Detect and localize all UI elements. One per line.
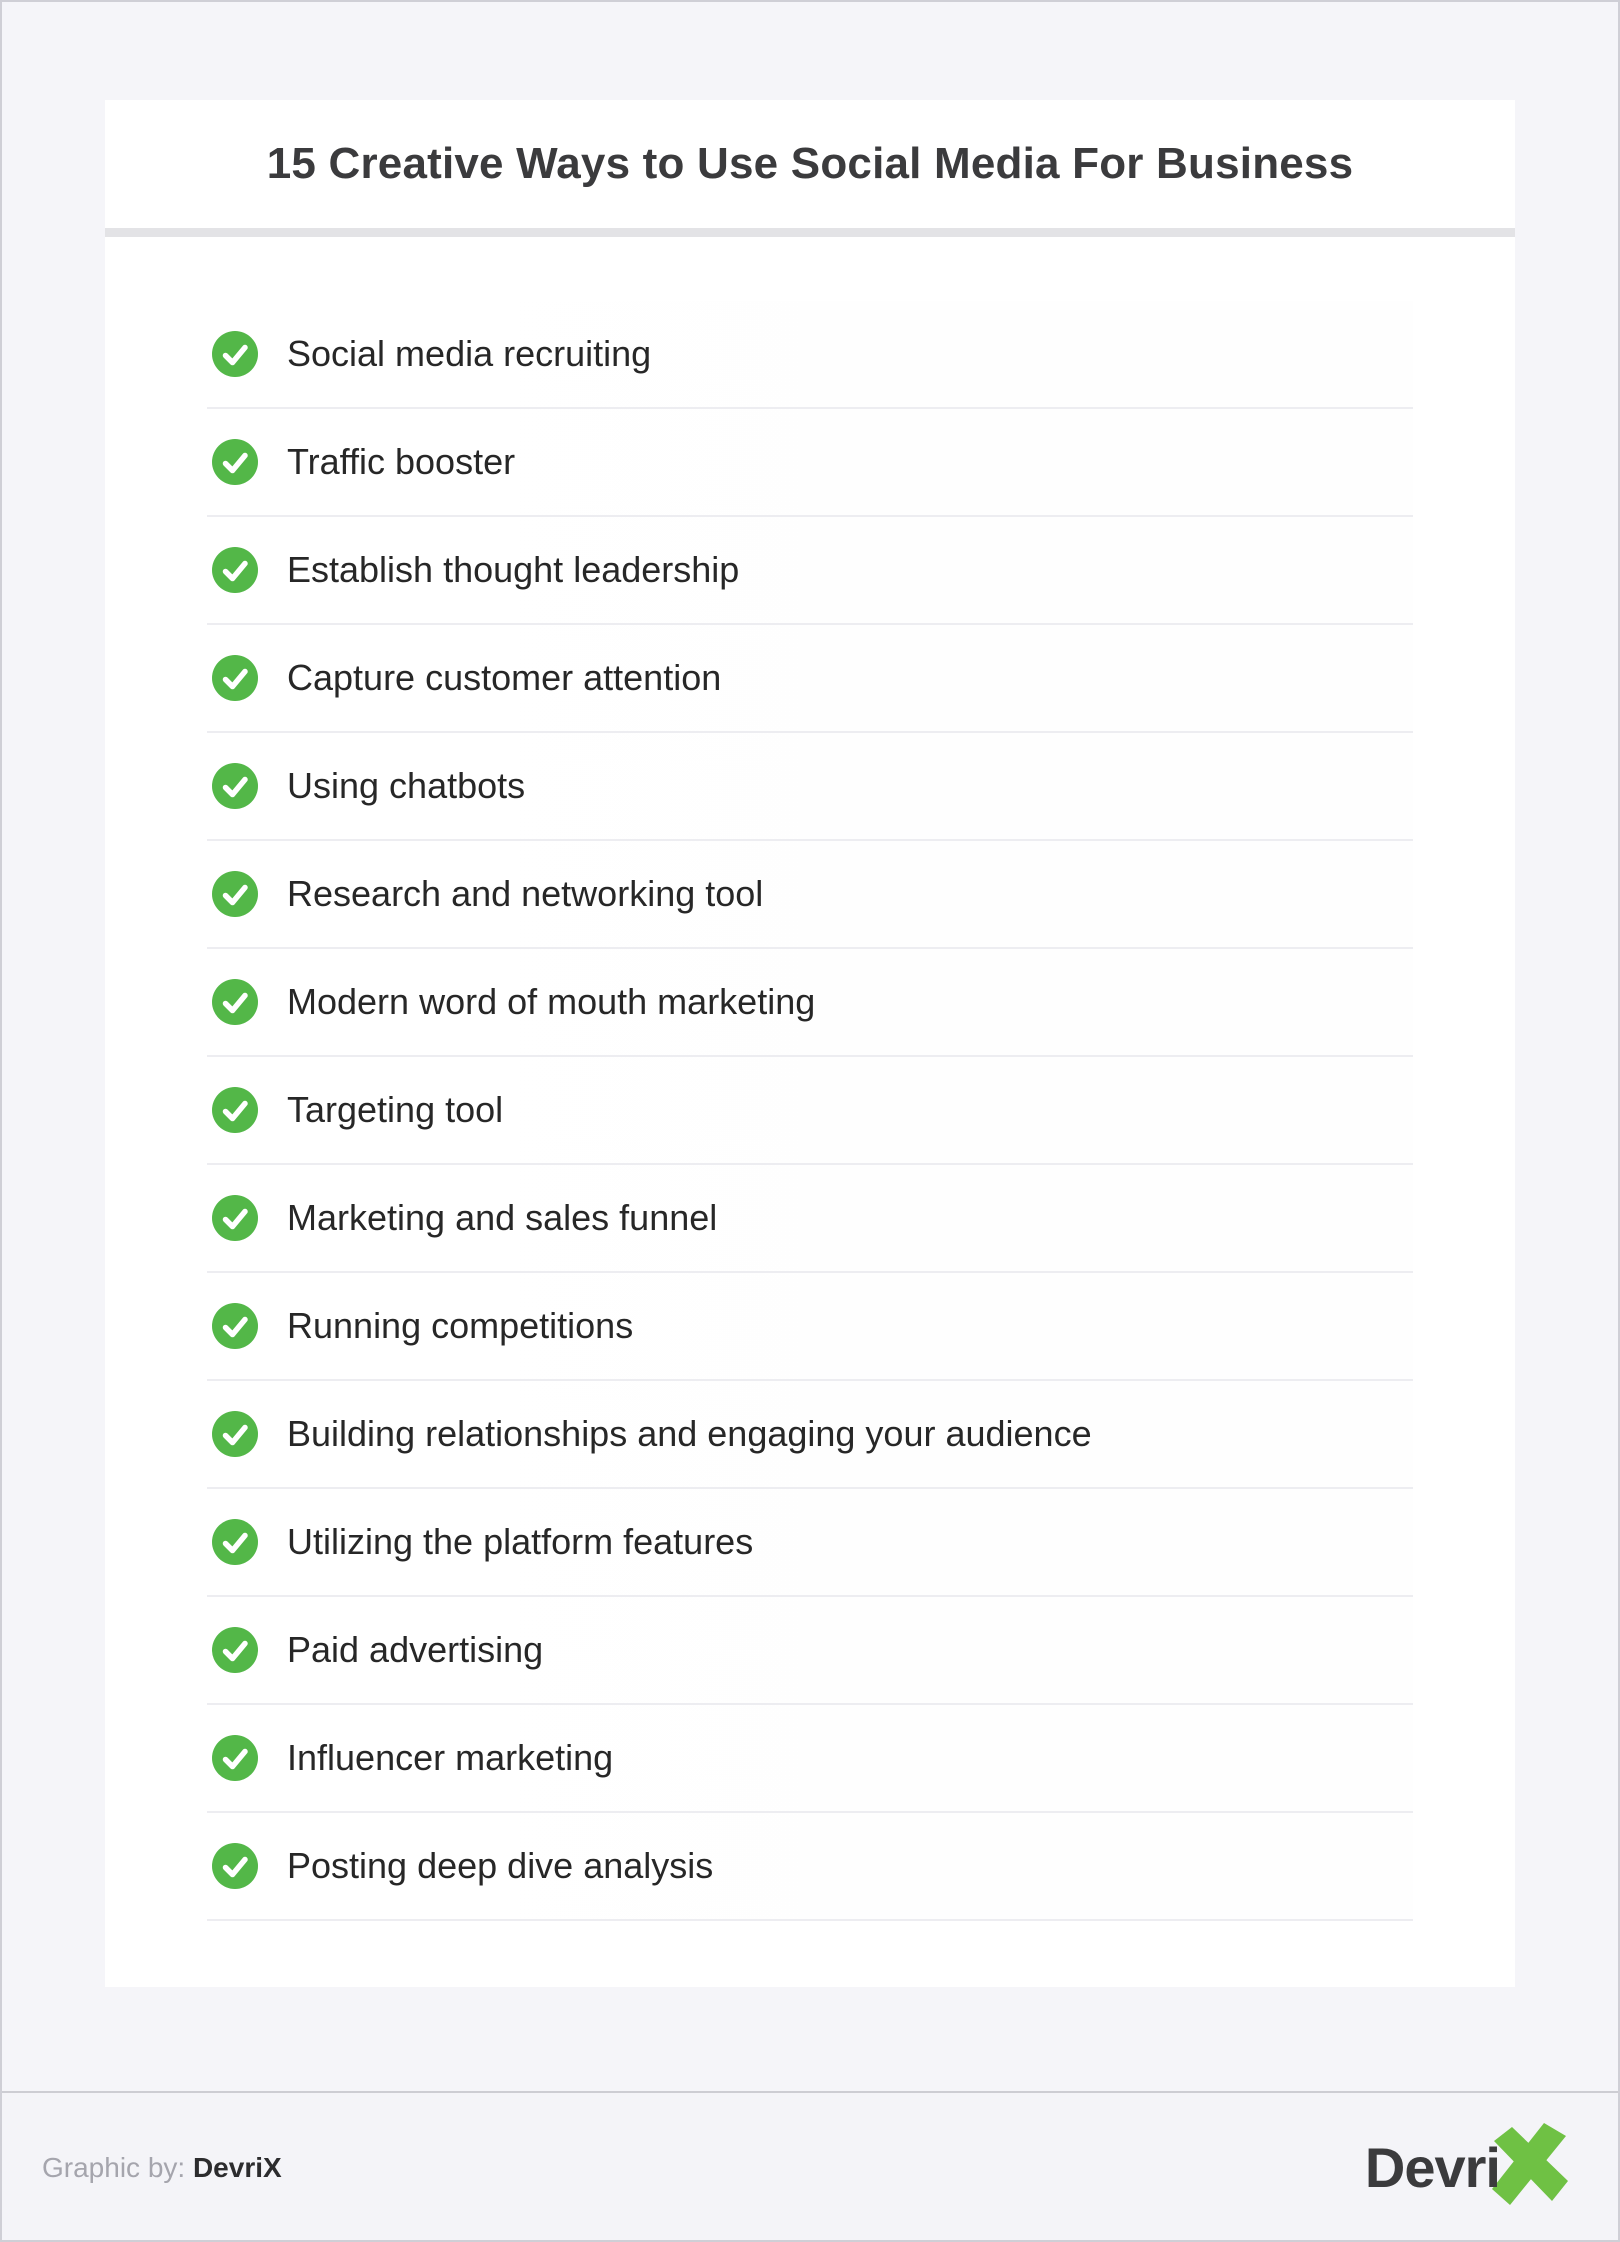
list-item-label: Utilizing the platform features	[287, 1521, 754, 1562]
list-item-label: Capture customer attention	[287, 657, 722, 698]
list-item	[207, 949, 1413, 1057]
check-icon	[212, 1303, 258, 1349]
list-item-label: Marketing and sales funnel	[287, 1197, 718, 1238]
page-title: 15 Creative Ways to Use Social Media For Business	[266, 139, 1354, 188]
list-item-label: Building relationships and engaging your audience	[287, 1413, 1092, 1454]
check-icon	[212, 655, 258, 701]
check-icon	[212, 1195, 258, 1241]
list-item-label: Using chatbots	[287, 765, 526, 806]
list-item	[207, 301, 1413, 409]
check-icon	[212, 871, 258, 917]
card-header	[105, 100, 1515, 228]
check-icon	[212, 1735, 258, 1781]
check-icon	[212, 331, 258, 377]
credit-line	[42, 2152, 282, 2184]
check-icon	[212, 1627, 258, 1673]
check-icon	[212, 763, 258, 809]
check-icon	[212, 439, 258, 485]
list-item	[207, 625, 1413, 733]
list-item-label: Social media recruiting	[287, 333, 652, 374]
list-item-label: Running competitions	[287, 1305, 634, 1346]
list-item-label: Research and networking tool	[287, 873, 764, 914]
title-divider	[105, 228, 1515, 237]
list-item	[207, 1597, 1413, 1705]
list-item-label: Traffic booster	[287, 441, 516, 482]
list-item	[207, 409, 1413, 517]
check-icon	[212, 1087, 258, 1133]
list-item	[207, 1813, 1413, 1921]
list-item	[207, 1165, 1413, 1273]
list-item	[207, 1489, 1413, 1597]
list-item	[207, 1057, 1413, 1165]
credit-label: Graphic by:	[42, 2151, 186, 2183]
check-icon	[212, 979, 258, 1025]
check-icon	[212, 1411, 258, 1457]
footer	[0, 2091, 1620, 2242]
list-item	[207, 1381, 1413, 1489]
list-item-label: Paid advertising	[287, 1629, 544, 1670]
infographic-card	[105, 100, 1515, 1987]
list-item	[207, 1705, 1413, 1813]
checklist	[105, 301, 1515, 1921]
list-item-label: Establish thought leadership	[287, 549, 740, 590]
list-item	[207, 1273, 1413, 1381]
list-item	[207, 841, 1413, 949]
check-icon	[212, 1519, 258, 1565]
list-item-label: Posting deep dive analysis	[287, 1845, 714, 1886]
list-item-label: Targeting tool	[287, 1089, 504, 1130]
credit-brand: DevriX	[192, 2151, 282, 2183]
check-icon	[212, 547, 258, 593]
list-item-label: Modern word of mouth marketing	[287, 981, 816, 1022]
list-item-label: Influencer marketing	[287, 1737, 614, 1778]
list-item	[207, 517, 1413, 625]
check-icon	[212, 1843, 258, 1889]
list-item	[207, 733, 1413, 841]
devrix-logo-text: Devri	[1364, 2136, 1500, 2199]
devrix-logo	[1365, 2129, 1572, 2207]
